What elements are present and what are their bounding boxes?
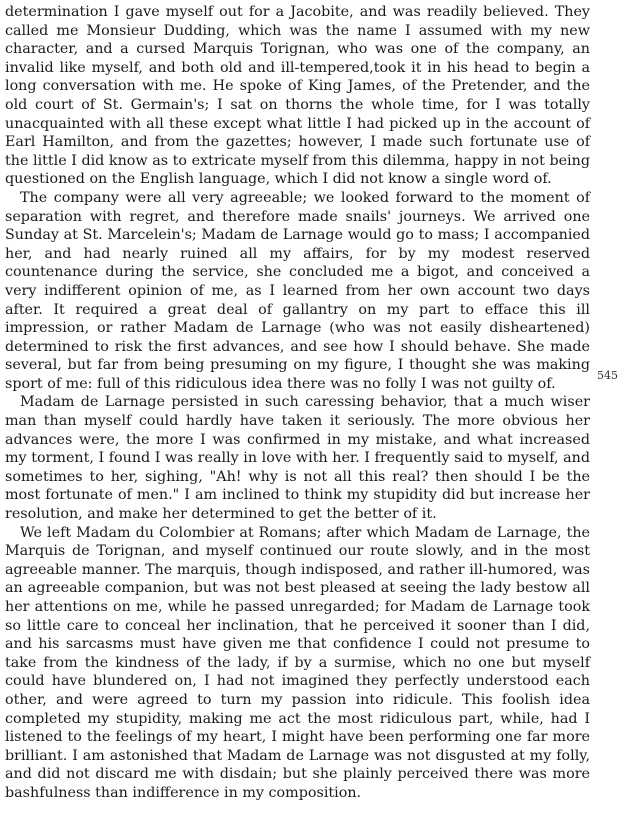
paragraph-1: determination I gave myself out for a Jacobite, and was readily believed. They called me Monsieur Dudding, which was the name I assumed with my new character, and a cursed Marquis Torignan, who was one of the company, an invalid like myself, and both old and ill-tempered,took it in his head to begin a long conversation with me. He spoke of King James, of the Pretender, and the old court of St. Germain's; I sat on thorns the whole time, for I was totally unacquainted with all these except what little I had picked up in the account of Earl Hamilton, and from the gazettes; however, I made such fortunate use of the little I did know as to extricate myself from this dilemma, happy in not being questioned on the English language, which I did not know a single word of. <box>5 4 590 188</box>
page-number: 545 <box>597 369 618 382</box>
paragraph-4: We left Madam du Colombier at Romans; after which Madam de Larnage, the Marquis de Torignan, and myself continued our route slowly, and in the most agreeable manner. The marquis, though indisposed, and rather ill-humored, was an agreeable companion, but was not best pleased at seeing the lady bestow all her attentions on me, while he passed unregarded; for Madam de Larnage took so little care to conceal her inclination, that he perceived it sooner than I did, and his sarcasms must have given me that confidence I could not presume to take from the kindness of the lady, if by a surmise, which no one but myself could have blundered on, I had not imagined they perfectly understood each other, and were agreed to turn my passion into ridicule. This foolish idea completed my stupidity, making me act the most ridiculous part, while, had I listened to the feelings of my heart, I might have been performing one far more brilliant. I am astonished that Madam de Larnage was not disgusted at my folly, and did not discard me with disdain; but she plainly perceived there was more bashfulness than indifference in my composition. <box>5 524 590 801</box>
paragraph-2: The company were all very agreeable; we looked forward to the moment of separation with regret, and therefore made snails' journeys. We arrived one Sunday at St. Marcelein's; Madam de Larnage would go to mass; I accompanied her, and had nearly ruined all my affairs, for by my modest reserved countenance during the service, she concluded me a bigot, and conceived a very indifferent opinion of me, as I learned from her own account two days after. It required a great deal of gallantry on my part to efface this ill impression, or rather Madam de Larnage (who was not easily disheartened) determined to risk the first advances, and see how I should behave. She made several, but far from being presuming on my figure, I thought she was making sport of me: full of this ridiculous idea there was no folly I was not guilty of. <box>5 189 590 392</box>
paragraph-3: Madam de Larnage persisted in such caressing behavior, that a much wiser man than myself could hardly have taken it seriously. The more obvious her advances were, the more I was confirmed in my mistake, and what increased my torment, I found I was really in love with her. I frequently said to myself, and sometimes to her, sighing, "Ah! why is not all this real? then should I be the most fortunate of men." I am inclined to think my stupidity did but increase her resolution, and make her determined to get the better of it. <box>5 394 590 523</box>
page-body <box>5 3 590 803</box>
